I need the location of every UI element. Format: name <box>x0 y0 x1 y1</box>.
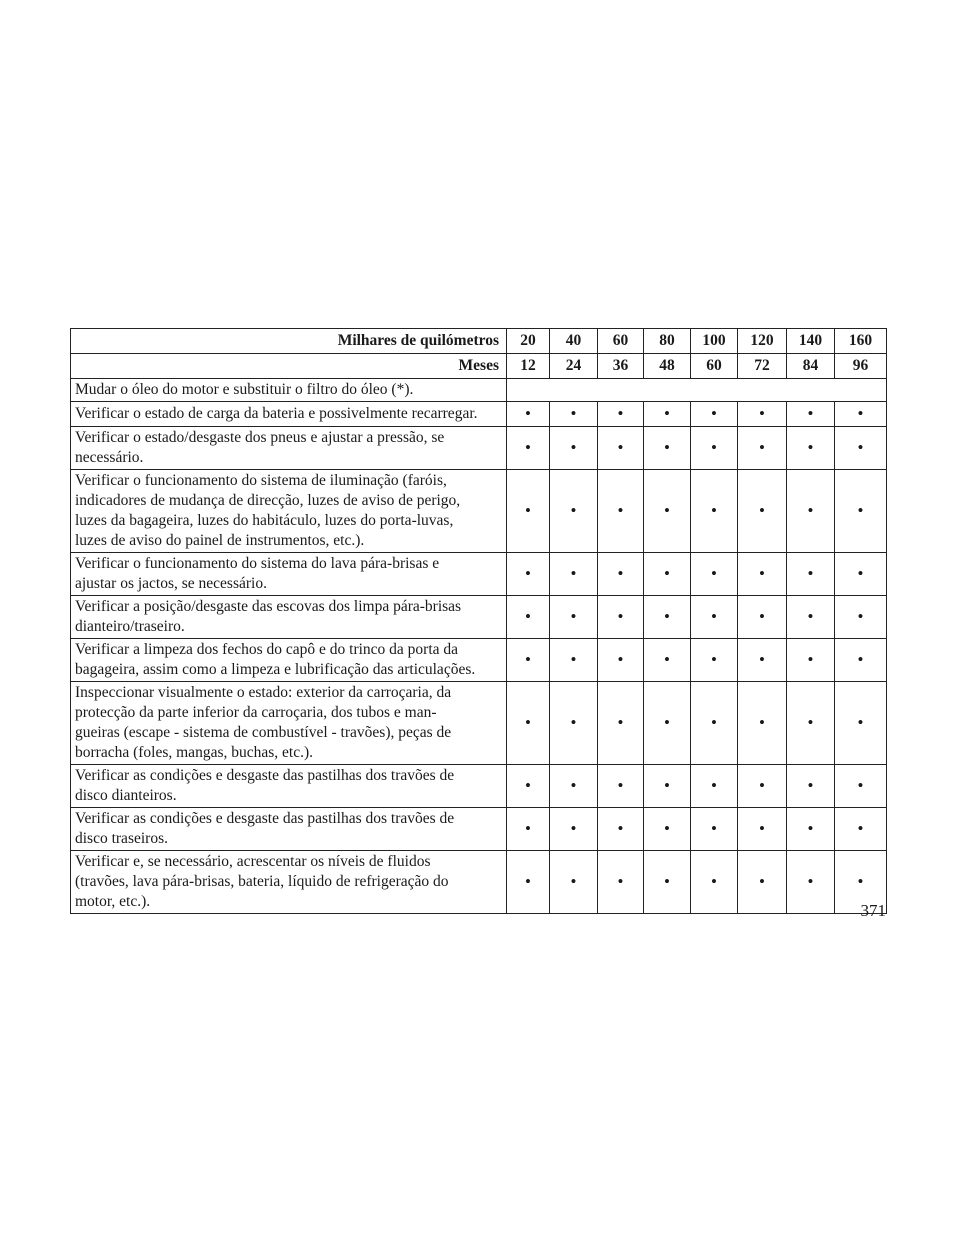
interval-dot: • <box>787 596 835 639</box>
interval-dot: • <box>835 682 887 765</box>
interval-dot: • <box>507 765 550 808</box>
maintenance-task: Verificar o funcionamento do sistema do lava pára-brisas e ajustar os jactos, se necessário. <box>71 553 507 596</box>
interval-dot: • <box>835 402 887 427</box>
months-value: 72 <box>738 354 787 379</box>
maintenance-task: Verificar a limpeza dos fechos do capô e do trinco da porta da bagageira, assim como a limpeza e lubrificação das articulações. <box>71 639 507 682</box>
interval-dot: • <box>598 765 644 808</box>
page-number: 371 <box>860 901 886 920</box>
interval-dot: • <box>550 765 598 808</box>
interval-dot: • <box>738 765 787 808</box>
interval-dot: • <box>738 596 787 639</box>
kilometres-value: 80 <box>644 329 691 354</box>
interval-dot: • <box>691 682 738 765</box>
interval-dot: • <box>691 639 738 682</box>
interval-dot: • <box>835 427 887 470</box>
interval-dot: • <box>644 470 691 553</box>
kilometres-value: 120 <box>738 329 787 354</box>
interval-dot: • <box>787 553 835 596</box>
interval-dot: • <box>550 682 598 765</box>
maintenance-task: Verificar o funcionamento do sistema de iluminação (faróis, indicadores de mudança de direcção, luzes de aviso de perigo, luzes da bagageira, luzes do habitáculo, luzes do porta-luvas, luzes de aviso do painel de instrumentos, etc.). <box>71 470 507 553</box>
interval-dot: • <box>550 639 598 682</box>
interval-dot: • <box>691 427 738 470</box>
kilometres-header-row <box>71 329 887 354</box>
maintenance-task: Inspeccionar visualmente o estado: exterior da carroçaria, da protecção da parte inferior da carroçaria, dos tubos e man- gueiras (escape - sistema de combustível - travões), peças de borracha (foles, mangas, buchas, etc.). <box>71 682 507 765</box>
maintenance-row <box>71 596 887 639</box>
interval-dot: • <box>644 402 691 427</box>
maintenance-row <box>71 427 887 470</box>
interval-dot: • <box>787 427 835 470</box>
kilometres-value: 40 <box>550 329 598 354</box>
interval-dot: • <box>507 808 550 851</box>
interval-dot: • <box>787 402 835 427</box>
interval-dot: • <box>644 639 691 682</box>
interval-dot: • <box>644 851 691 914</box>
maintenance-row <box>71 379 887 402</box>
interval-dot: • <box>550 553 598 596</box>
interval-dot: • <box>738 639 787 682</box>
interval-dot: • <box>598 596 644 639</box>
interval-dot: • <box>738 402 787 427</box>
interval-dot: • <box>644 682 691 765</box>
interval-dot: • <box>598 808 644 851</box>
maintenance-task: Verificar o estado/desgaste dos pneus e ajustar a pressão, se necessário. <box>71 427 507 470</box>
maintenance-row <box>71 765 887 808</box>
interval-dot: • <box>550 402 598 427</box>
interval-dot: • <box>787 808 835 851</box>
interval-dot: • <box>644 808 691 851</box>
interval-dot: • <box>507 402 550 427</box>
interval-dot: • <box>550 470 598 553</box>
maintenance-row <box>71 639 887 682</box>
months-label: Meses <box>71 354 507 379</box>
interval-dot: • <box>787 470 835 553</box>
kilometres-value: 160 <box>835 329 887 354</box>
schedule-body <box>71 379 887 914</box>
interval-dot: • <box>787 682 835 765</box>
maintenance-row <box>71 682 887 765</box>
interval-dot: • <box>787 851 835 914</box>
interval-dot: • <box>738 808 787 851</box>
interval-dot: • <box>598 639 644 682</box>
interval-dot: • <box>787 765 835 808</box>
interval-dot: • <box>550 596 598 639</box>
interval-dot: • <box>691 765 738 808</box>
interval-dot: • <box>644 553 691 596</box>
months-header-row <box>71 354 887 379</box>
months-value: 60 <box>691 354 738 379</box>
maintenance-row <box>71 808 887 851</box>
interval-dot: • <box>644 596 691 639</box>
interval-dot: • <box>691 402 738 427</box>
interval-dot: • <box>738 427 787 470</box>
interval-dot: • <box>738 470 787 553</box>
interval-dot: • <box>835 851 887 914</box>
interval-dot: • <box>738 553 787 596</box>
maintenance-task: Verificar as condições e desgaste das pastilhas dos travões de disco dianteiros. <box>71 765 507 808</box>
interval-dot: • <box>507 596 550 639</box>
interval-dot: • <box>598 402 644 427</box>
interval-dot: • <box>598 553 644 596</box>
months-value: 96 <box>835 354 887 379</box>
interval-dot: • <box>507 427 550 470</box>
kilometres-label: Milhares de quilómetros <box>71 329 507 354</box>
interval-dot: • <box>787 639 835 682</box>
months-value: 24 <box>550 354 598 379</box>
interval-dot: • <box>835 639 887 682</box>
interval-dot: • <box>550 808 598 851</box>
maintenance-task: Verificar o estado de carga da bateria e possivelmente recarregar. <box>71 402 507 427</box>
maintenance-task: Mudar o óleo do motor e substituir o filtro do óleo (*). <box>71 379 507 402</box>
interval-dot: • <box>835 765 887 808</box>
interval-dot: • <box>644 765 691 808</box>
interval-dot: • <box>835 470 887 553</box>
kilometres-value: 100 <box>691 329 738 354</box>
interval-dot: • <box>598 427 644 470</box>
months-value: 36 <box>598 354 644 379</box>
kilometres-value: 140 <box>787 329 835 354</box>
maintenance-row <box>71 470 887 553</box>
interval-dot: • <box>644 427 691 470</box>
interval-dot: • <box>835 808 887 851</box>
interval-dot: • <box>691 470 738 553</box>
interval-dot: • <box>507 470 550 553</box>
interval-dot: • <box>507 639 550 682</box>
interval-cell-empty <box>507 379 887 402</box>
months-value: 84 <box>787 354 835 379</box>
months-value: 12 <box>507 354 550 379</box>
interval-dot: • <box>507 851 550 914</box>
interval-dot: • <box>507 553 550 596</box>
maintenance-schedule-table <box>70 328 887 914</box>
interval-dot: • <box>598 851 644 914</box>
months-value: 48 <box>644 354 691 379</box>
interval-dot: • <box>691 596 738 639</box>
maintenance-row <box>71 402 887 427</box>
interval-dot: • <box>691 553 738 596</box>
interval-dot: • <box>835 553 887 596</box>
interval-dot: • <box>550 427 598 470</box>
maintenance-row <box>71 851 887 914</box>
interval-dot: • <box>598 470 644 553</box>
interval-dot: • <box>550 851 598 914</box>
interval-dot: • <box>738 682 787 765</box>
maintenance-row <box>71 553 887 596</box>
interval-dot: • <box>507 682 550 765</box>
interval-dot: • <box>598 682 644 765</box>
interval-dot: • <box>691 851 738 914</box>
interval-dot: • <box>835 596 887 639</box>
interval-dot: • <box>691 808 738 851</box>
kilometres-value: 20 <box>507 329 550 354</box>
maintenance-task: Verificar a posição/desgaste das escovas dos limpa pára-brisas dianteiro/traseiro. <box>71 596 507 639</box>
kilometres-value: 60 <box>598 329 644 354</box>
maintenance-task: Verificar as condições e desgaste das pastilhas dos travões de disco traseiros. <box>71 808 507 851</box>
maintenance-task: Verificar e, se necessário, acrescentar os níveis de fluidos (travões, lava pára-brisas, bateria, líquido de refrigeração do motor, etc.). <box>71 851 507 914</box>
interval-dot: • <box>738 851 787 914</box>
